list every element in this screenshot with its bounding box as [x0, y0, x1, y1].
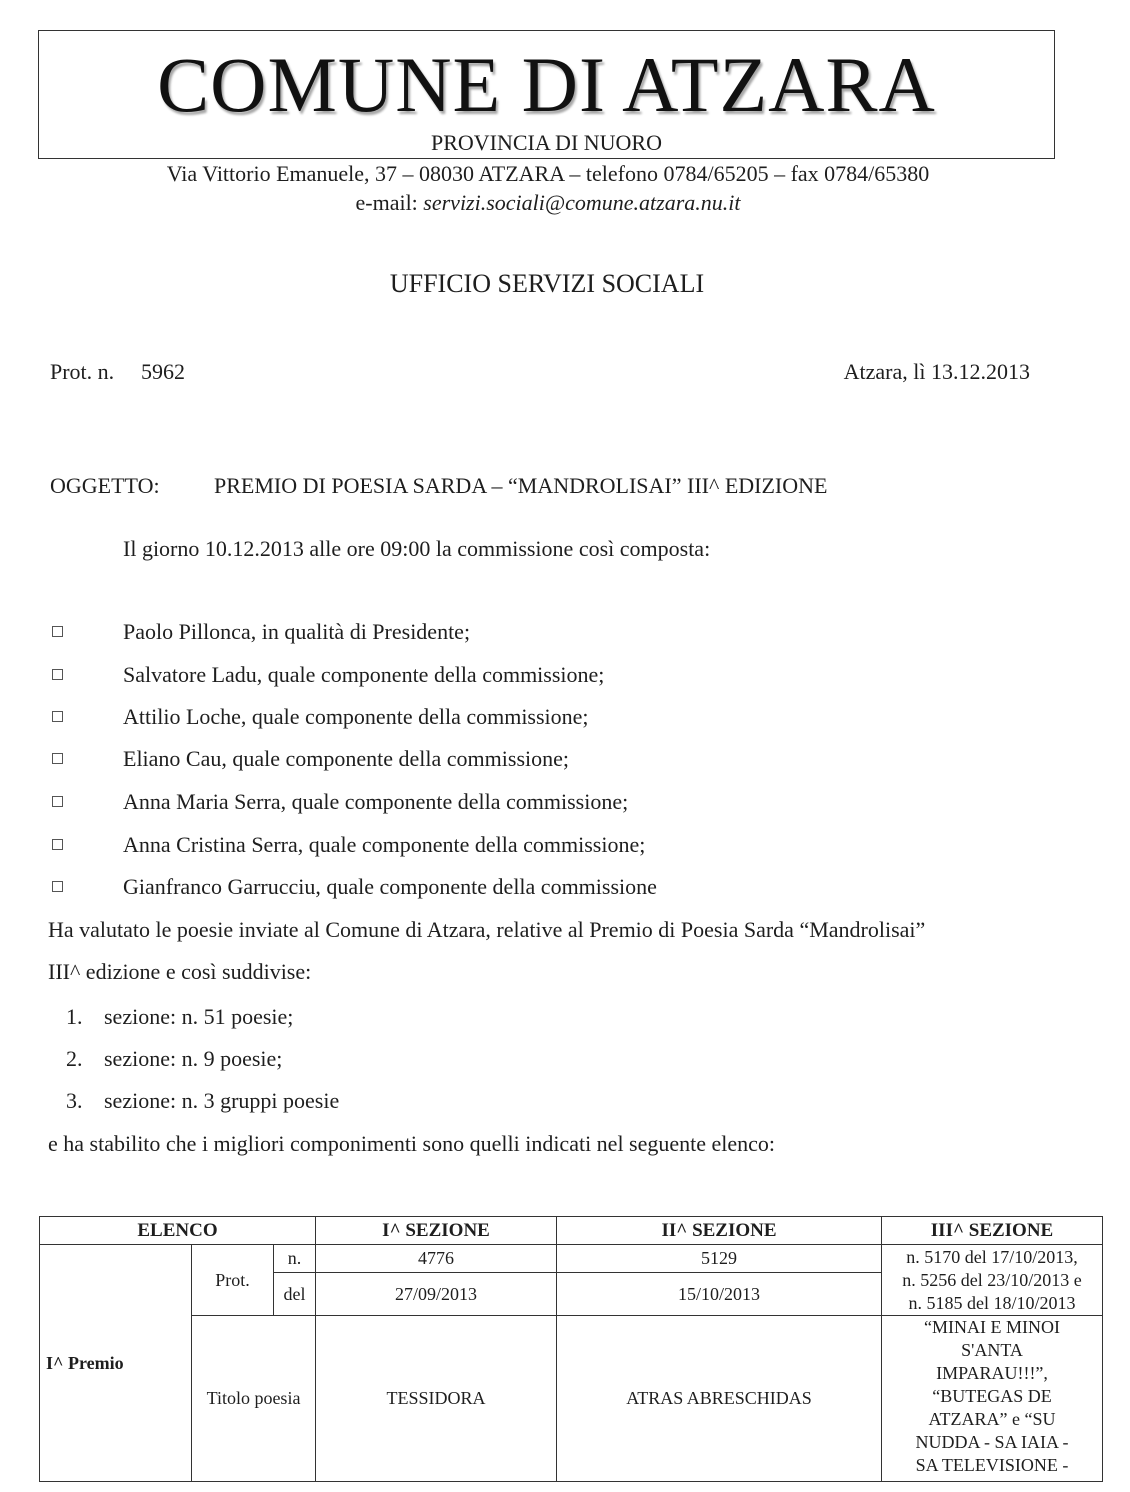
list-item [66, 1087, 339, 1115]
section-1-title: TESSIDORA [316, 1316, 557, 1482]
column-header-section-3: III^ SEZIONE [882, 1217, 1103, 1245]
list-item-number: 1. [66, 1004, 83, 1029]
evaluation-paragraph-line2: III^ edizione e così suddivise: [48, 959, 312, 984]
checkbox-icon [52, 839, 63, 850]
office-email-line [0, 189, 1096, 217]
list-item-text: sezione: n. 3 gruppi poesie [104, 1088, 340, 1113]
section-3-title-line: NUDDA - SA IAIA - [915, 1432, 1069, 1452]
intro-paragraph: Il giorno 10.12.2013 alle ore 09:00 la commissione così composta: [123, 536, 711, 561]
n-label: n. [274, 1245, 316, 1273]
list-item-number: 2. [66, 1046, 83, 1071]
conclusion-paragraph: e ha stabilito che i migliori componimenti sono quelli indicati nel seguente elenco: [48, 1131, 776, 1156]
checkbox-icon [52, 753, 63, 764]
results-table [39, 1216, 1103, 1482]
commission-member: Anna Cristina Serra, quale componente della commissione; [123, 832, 646, 857]
section-3-prot-line: n. 5170 del 17/10/2013, [906, 1246, 1078, 1267]
section-3-prot-line: n. 5185 del 18/10/2013 [908, 1292, 1076, 1313]
checkbox-icon [52, 881, 63, 892]
subject-label: OGGETTO: [50, 473, 160, 498]
list-item-text: sezione: n. 9 poesie; [104, 1046, 283, 1071]
section-2-prot-date: 15/10/2013 [557, 1273, 882, 1316]
column-header-elenco: ELENCO [40, 1217, 316, 1245]
checkbox-icon [52, 711, 63, 722]
section-1-prot-number: 4776 [316, 1245, 557, 1273]
section-3-title-line: “MINAI E MINOI [924, 1317, 1060, 1337]
commission-member: Eliano Cau, quale componente della commissione; [123, 746, 569, 771]
commission-member: Attilio Loche, quale componente della commissione; [123, 704, 589, 729]
checkbox-icon [52, 669, 63, 680]
subject-text: PREMIO DI POESIA SARDA – “MANDROLISAI” III^ EDIZIONE [214, 473, 828, 498]
email-label: e-mail: [355, 190, 418, 215]
section-3-title-line: IMPARAU!!!”, [936, 1363, 1048, 1383]
checkbox-icon [52, 626, 63, 637]
section-3-title-cell [882, 1316, 1103, 1482]
section-2-prot-number: 5129 [557, 1245, 882, 1273]
prize-label: I^ Premio [40, 1245, 192, 1482]
table-row [40, 1245, 1103, 1273]
place-date: Atzara, lì 13.12.2013 [843, 359, 1030, 384]
checkbox-icon [52, 796, 63, 807]
section-3-title-line: S'ANTA [961, 1340, 1023, 1360]
section-1-prot-date: 27/09/2013 [316, 1273, 557, 1316]
commission-member: Anna Maria Serra, quale componente della commissione; [123, 789, 629, 814]
table-header-row [40, 1217, 1103, 1245]
list-item [66, 1003, 293, 1031]
section-2-title: ATRAS ABRESCHIDAS [557, 1316, 882, 1482]
evaluation-paragraph-line1: Ha valutato le poesie inviate al Comune di Atzara, relative al Premio di Poesia Sarda “Mandrolisai” [48, 917, 926, 942]
column-header-section-2: II^ SEZIONE [557, 1217, 882, 1245]
list-item-text: sezione: n. 51 poesie; [104, 1004, 294, 1029]
list-item-number: 3. [66, 1088, 83, 1113]
prot-label: Prot. [192, 1245, 274, 1316]
section-3-title-line: “BUTEGAS DE [932, 1386, 1052, 1406]
protocol-label: Prot. n. [50, 359, 115, 384]
office-title: UFFICIO SERVIZI SOCIALI [389, 269, 705, 298]
del-label: del [274, 1273, 316, 1316]
commission-member: Paolo Pilloncа, in qualità di Presidente; [123, 619, 471, 644]
commission-member: Gianfranco Garrucciu, quale componente della commissione [123, 874, 657, 899]
commission-member: Salvatore Ladu, quale componente della commissione; [123, 662, 605, 687]
column-header-section-1: I^ SEZIONE [316, 1217, 557, 1245]
office-address: Via Vittorio Emanuele, 37 – 08030 ATZARA – telefono 0784/65205 – fax 0784/65380 [166, 161, 930, 186]
province-name: PROVINCIA DI NUORO [430, 130, 662, 155]
protocol-number: 5962 [141, 359, 185, 384]
section-3-title-line: SA TELEVISIONE - [915, 1455, 1069, 1475]
email-address: servizi.sociali@comune.atzara.nu.it [423, 190, 741, 215]
section-3-prot-cell [882, 1245, 1103, 1316]
municipality-name: COMUNE DI ATZARA [157, 41, 936, 128]
list-item [66, 1045, 282, 1073]
section-3-prot-line: n. 5256 del 23/10/2013 e [902, 1269, 1082, 1290]
section-3-title-line: ATZARA” e “SU [928, 1409, 1056, 1429]
title-label: Titolo poesia [192, 1316, 316, 1482]
table-row [40, 1316, 1103, 1482]
